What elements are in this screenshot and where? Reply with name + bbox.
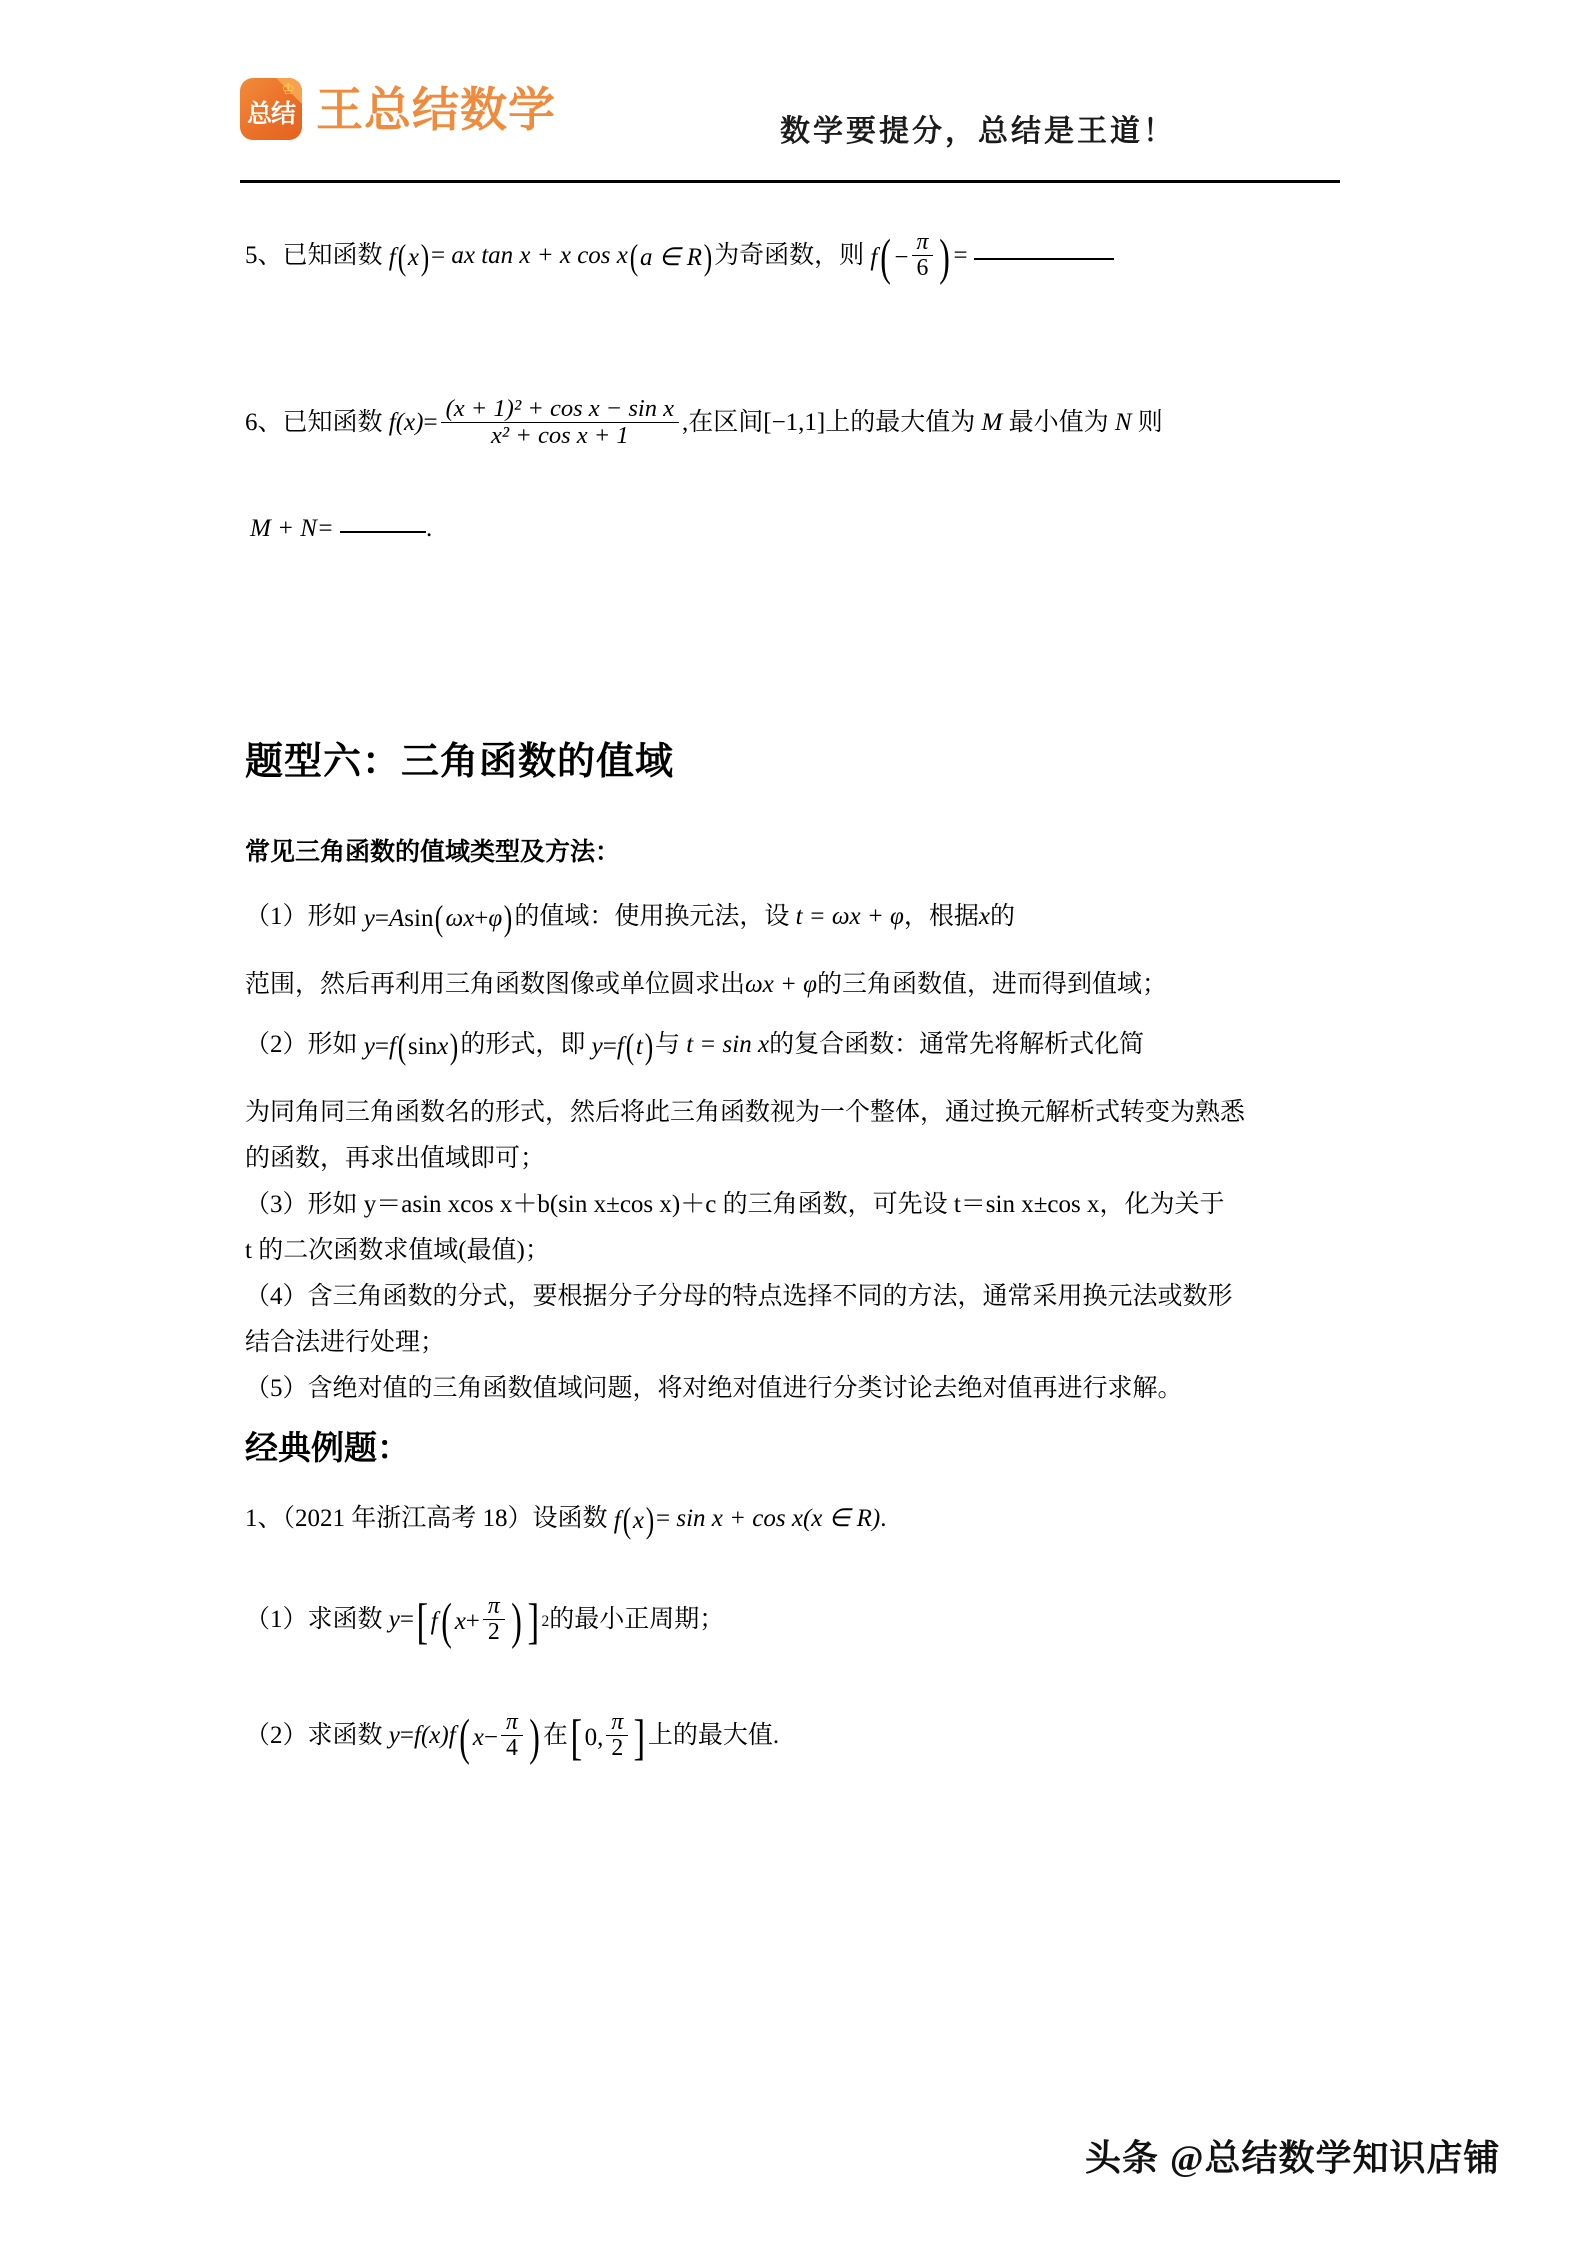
method-3-line-1 [245, 1186, 1340, 1224]
ex1-p1-pre: 求函数 [307, 1606, 383, 1634]
method-3-text: 形如 y＝asin xcos x＋b(sin x±cos x)＋c 的三角函数，可先设 t＝sin x±cos x，化为关于 [307, 1191, 1225, 1218]
q6-min-var: N [1114, 408, 1132, 436]
logo-badge-icon [240, 78, 302, 140]
q6-stem-mid: ,在区间 [681, 408, 764, 436]
ex1-fn-arg: x [632, 1506, 644, 1534]
ex1-p2-interval-den: 2 [611, 1734, 624, 1761]
question-6-answer-line [245, 510, 1340, 548]
q6-fn: f(x) [388, 408, 424, 436]
method-4-line-1 [245, 1278, 1340, 1316]
document-header [240, 62, 1340, 158]
method-1-label: （1） [245, 903, 308, 930]
example-1-stem [245, 1500, 1340, 1539]
ex1-p2-mid: 在 [542, 1722, 568, 1750]
header-tagline: 数学要提分，总结是王道！ [780, 115, 1176, 148]
method-3-line-2: t 的二次函数求值域(最值)； [245, 1237, 550, 1264]
ex1-p1-label: （1） [245, 1606, 308, 1634]
ex1-p2-interval-num: π [606, 1710, 628, 1736]
example-1-part-2 [245, 1708, 1340, 1766]
method-2-pre: 形如 [307, 1031, 358, 1058]
q6-stem-end: 则 [1137, 408, 1163, 436]
method-4-text: 含三角函数的分式，要根据分子分母的特点选择不同的方法，通常采用换元法或数形 [307, 1283, 1233, 1310]
method-1-line-1 [245, 898, 1340, 937]
logo-wordmark: 王总结数学 [316, 82, 556, 136]
ex1-p2-eq: = [399, 1722, 414, 1750]
ex1-p2-interval-fraction [606, 1710, 628, 1761]
method-1-end: 的 [989, 903, 1015, 930]
ex1-p1-frac-den: 2 [487, 1618, 500, 1645]
ex1-p1-eq: = [399, 1606, 414, 1634]
q5-stem-mid: 为奇函数，则 [714, 242, 865, 270]
brand-logo [240, 78, 556, 140]
footer-watermark [1085, 2130, 1501, 2181]
q5-eval-fraction [912, 230, 934, 281]
q6-denominator: x² + cos x + 1 [490, 421, 629, 449]
ex1-p1-bracket-expr: [ f ( x + $\frac{\pi}{2}$ ) ] 2 [416, 1592, 550, 1650]
watermark-shop-name: 总结数学知识店铺 [1204, 2137, 1501, 2178]
method-2-function-1: y = f ( sin x ) [363, 1025, 459, 1066]
q6-numerator: (x + 1)² + cos x − sin x [441, 396, 679, 423]
ex1-p1-inner-fn: f [430, 1607, 438, 1635]
method-2-line-2: 为同角同三角函数名的形式，然后将此三角函数视为一个整体，通过换元解析式转变为熟悉 [245, 1099, 1246, 1126]
q5-fn-arg: x [407, 243, 419, 271]
method-1-mid: 的值域：使用换元法，设 [514, 903, 790, 930]
method-2-label: （2） [245, 1031, 308, 1058]
ex1-p2-pre: 求函数 [307, 1722, 383, 1750]
ex1-p2-interval-left: 0, [584, 1723, 604, 1751]
example-1-stem-text: 设函数 [532, 1505, 608, 1532]
header-divider [240, 180, 1340, 183]
q6-stem-post2: 最小值为 [1008, 408, 1109, 436]
method-2-mid-2: 与 [654, 1031, 680, 1058]
question-5 [245, 228, 1340, 286]
method-1-l2-expr: ωx + φ [745, 971, 817, 998]
ex1-p2-fx: f(x)f [414, 1722, 456, 1750]
method-1-line-2 [245, 966, 1340, 1004]
q6-fraction [441, 396, 679, 448]
q5-eval-minus: − [894, 243, 909, 271]
q6-answer-period: . [426, 515, 433, 542]
ex1-p1-inner-var: x [454, 1607, 466, 1635]
q6-answer-expr: M + N= [250, 515, 334, 542]
logo-badge-text: 总结 [246, 99, 295, 128]
q5-eq: = [431, 242, 446, 270]
question-5-function: f ( x ) [388, 237, 430, 278]
ex1-p1-fraction [483, 1594, 505, 1645]
crown-icon: ♔ [281, 82, 295, 98]
method-2-mid: 的形式，即 [460, 1031, 586, 1058]
ex1-p2-frac-den: 4 [505, 1734, 518, 1761]
section-heading-type-six: 题型六：三角函数的值域 [245, 741, 675, 783]
ex1-eq: = [656, 1505, 671, 1532]
ex1-expr: sin x + cos x [676, 1505, 803, 1532]
q6-answer-blank[interactable] [340, 531, 426, 533]
question-6-stem-pre: 已知函数 [282, 408, 383, 436]
ex1-p2-fraction [501, 1710, 523, 1761]
method-2-line-1 [245, 1026, 1340, 1065]
method-2-line-3: 的函数，再求出值域即可； [245, 1145, 546, 1172]
example-1-number: 1、 [245, 1505, 283, 1532]
ex1-p2-inner-var: x [472, 1723, 484, 1751]
method-5-text: 含绝对值的三角函数值域问题，将对绝对值进行分类讨论去绝对值再进行求解。 [307, 1375, 1183, 1402]
q5-evaluation: f ( − $\frac{\pi}{6}$ ) [870, 228, 951, 286]
ex1-p2-y: y [388, 1722, 400, 1750]
method-4-label: （4） [245, 1283, 308, 1310]
method-1-var: x [978, 903, 990, 930]
ex1-fn: f [613, 1506, 621, 1534]
ex1-p2-inner-op: − [483, 1723, 498, 1751]
q5-answer-blank[interactable] [974, 258, 1114, 260]
q5-condition: ( a ∈ R ) [629, 237, 713, 278]
ex1-p2-frac-num: π [501, 1710, 523, 1736]
ex1-p1-frac-num: π [483, 1594, 505, 1620]
method-1-substitution: t = ωx + φ [795, 903, 904, 930]
question-5-stem-pre: 已知函数 [282, 242, 383, 270]
method-1-function: y = A sin ( ωx + φ ) [363, 897, 513, 938]
ex1-domain: (x ∈ R) [802, 1505, 881, 1532]
ex1-p1-exponent: 2 [541, 1612, 550, 1630]
ex1-p2-paren-expr: ( x − $\frac{\pi}{4}$ ) [458, 1708, 540, 1766]
q5-eval-num: π [912, 230, 934, 256]
method-1-pre: 形如 [307, 903, 358, 930]
examples-heading: 经典例题： [245, 1429, 410, 1466]
q5-eval-den: 6 [916, 254, 929, 281]
q5-eval-fn: f [870, 243, 878, 271]
ex1-p2-interval: [ 0, $\frac{\pi}{2}$ ] [570, 1709, 646, 1766]
methods-heading: 常见三角函数的值域类型及方法： [245, 838, 621, 866]
method-2-function-2: y = f ( t ) [591, 1025, 654, 1066]
watermark-at-symbol: @ [1170, 2138, 1205, 2178]
method-1-l2-post: 的三角函数值，进而得到值域； [816, 971, 1167, 998]
example-1-function: f ( x ) [613, 1499, 655, 1540]
q6-stem-post: 上的最大值为 [825, 408, 976, 436]
method-2-post: 的复合函数：通常先将解析式化简 [769, 1031, 1145, 1058]
question-6 [245, 395, 1340, 450]
q6-max-var: M [981, 408, 1003, 436]
q6-interval: [−1,1] [763, 408, 826, 436]
method-1-post: ，根据 [903, 903, 979, 930]
ex1-p2-post: 上的最大值. [647, 1722, 780, 1750]
ex1-p2-label: （2） [245, 1722, 308, 1750]
ex1-p1-post: 的最小正周期； [549, 1606, 725, 1634]
method-3-label: （3） [245, 1191, 308, 1218]
example-1-source: （2021 年浙江高考 18） [282, 1505, 533, 1532]
question-6-number: 6、 [245, 408, 283, 436]
ex1-p1-y: y [388, 1606, 400, 1634]
q5-fn: f [388, 243, 396, 271]
watermark-prefix: 头条 [1085, 2137, 1171, 2178]
method-5-line-1 [245, 1370, 1340, 1408]
ex1-p1-inner-op: + [465, 1607, 480, 1635]
q5-cond-text: a ∈ R [639, 243, 703, 271]
method-2-function-3: t = sin x [686, 1031, 770, 1058]
example-1-part-1 [245, 1592, 1340, 1650]
method-1-l2-pre: 范围，然后再利用三角函数图像或单位圆求出 [245, 971, 746, 998]
method-5-label: （5） [245, 1375, 308, 1402]
question-5-number: 5、 [245, 242, 283, 270]
ex1-period: . [880, 1505, 887, 1532]
method-4-line-2: 结合法进行处理； [245, 1329, 446, 1356]
q6-eq: = [423, 408, 438, 436]
q5-expr: ax tan x + x cos x [451, 242, 628, 270]
q5-eval-eq: = [953, 242, 968, 270]
